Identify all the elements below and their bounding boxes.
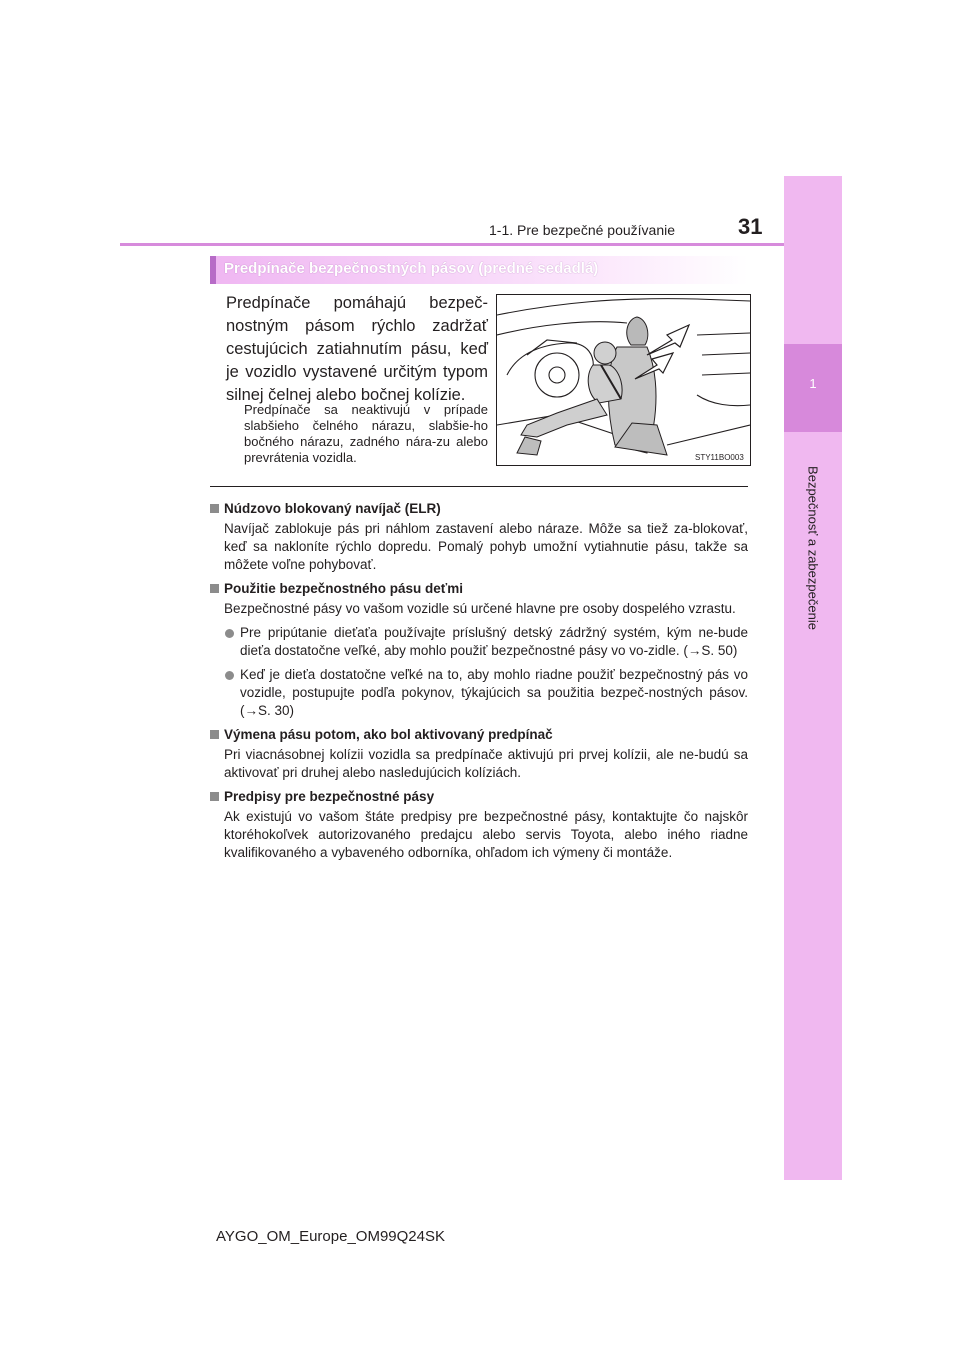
banner-title: Predpínače bezpečnostných pásov (predné sedadlá): [224, 260, 599, 277]
header-rule: [120, 243, 784, 246]
list-item: [210, 666, 748, 720]
seatbelt-pretensioner-illustration: [496, 294, 751, 466]
car-interior-illustration: [497, 295, 750, 465]
list-item: [210, 624, 748, 660]
heading-text: Predpisy pre bezpečnostné pásy: [224, 789, 435, 804]
chapter-side-tab: [784, 176, 842, 1180]
section-title: 1-1. Pre bezpečné používanie: [489, 222, 676, 238]
square-bullet-icon: [210, 792, 219, 801]
chapter-number: 1: [809, 376, 817, 391]
chapter-name: Bezpečnosť a zabezpečenie: [805, 466, 821, 630]
page-number: 31: [738, 214, 763, 239]
heading-text: Núdzovo blokovaný navíjač (ELR): [224, 501, 441, 516]
intro-text: Predpínače pomáhajú bezpeč-nostným pásom rýchlo zadržať cestujúcich zatiahnutím pásu, keď je vozidlo vystavené určitým typom silnej čelnej alebo bočnej kolízie.: [226, 294, 488, 404]
section-heading-elr: [210, 500, 748, 518]
heading-text: Výmena pásu potom, ako bol aktivovaný predpínač: [224, 727, 553, 742]
banner-accent-bar: [210, 256, 216, 284]
section-heading-children: [210, 580, 748, 598]
section-heading-replacement: [210, 726, 748, 744]
section-banner: [210, 256, 748, 284]
section-divider: [210, 486, 748, 487]
square-bullet-icon: [210, 584, 219, 593]
section-text-regulations: Ak existujú vo vašom štáte predpisy pre bezpečnostné pásy, kontaktujte čo najskôr ktoréhokoľvek autorizovaného predajcu alebo servis Toyota, alebo iného riadne kvalifikovaného a vybaveného odborníka, ohľadom ich výmeny či montáže.: [224, 809, 748, 860]
list-item-text: Pre pripútanie dieťaťa používajte príslušný detský zádržný systém, kým ne-bude dieťa dostatočne veľké, aby mohlo použiť bezpečnostné pásy vo vo-zidle. (→S. 50): [240, 625, 748, 658]
section-text-replacement: Pri viacnásobnej kolízii vozidla sa predpínače aktivujú pri prvej kolízii, ale ne-budú sa aktivovať pri druhej alebo nasledujúcich kolíziách.: [224, 747, 748, 780]
figure-code: STY11BO003: [695, 453, 744, 462]
square-bullet-icon: [210, 730, 219, 739]
document-id: AYGO_OM_Europe_OM99Q24SK: [216, 1228, 445, 1245]
section-text-elr: Navíjač zablokuje pás pri náhlom zastavení alebo náraze. Môže sa tiež za-blokovať, keď sa nakloníte rýchlo dopredu. Pomalý pohyb umožní vytiahnutie pásu, takže sa môžete voľne pohybovať.: [224, 521, 748, 572]
section-heading-regulations: [210, 788, 748, 806]
content-sections: [210, 494, 748, 862]
intro-note: Predpínače sa neaktivujú v prípade slabšieho čelného nárazu, slabšie-ho bočného nárazu, zadného nára-zu alebo prevrátenia vozidla.: [244, 402, 488, 465]
square-bullet-icon: [210, 504, 219, 513]
list-item-text: Keď je dieťa dostatočne veľké na to, aby mohlo riadne použiť bezpečnostný pás vo vozidle, postupujte podľa pokynov, týkajúcich sa použitia bezpeč-nostných pásov. (→S. 30): [240, 667, 748, 718]
round-bullet-icon: [225, 671, 234, 680]
heading-text: Použitie bezpečnostného pásu deťmi: [224, 581, 463, 596]
round-bullet-icon: [225, 629, 234, 638]
section-text-children: Bezpečnostné pásy vo vašom vozidle sú určené hlavne pre osoby dospelého vzrastu.: [224, 601, 736, 616]
